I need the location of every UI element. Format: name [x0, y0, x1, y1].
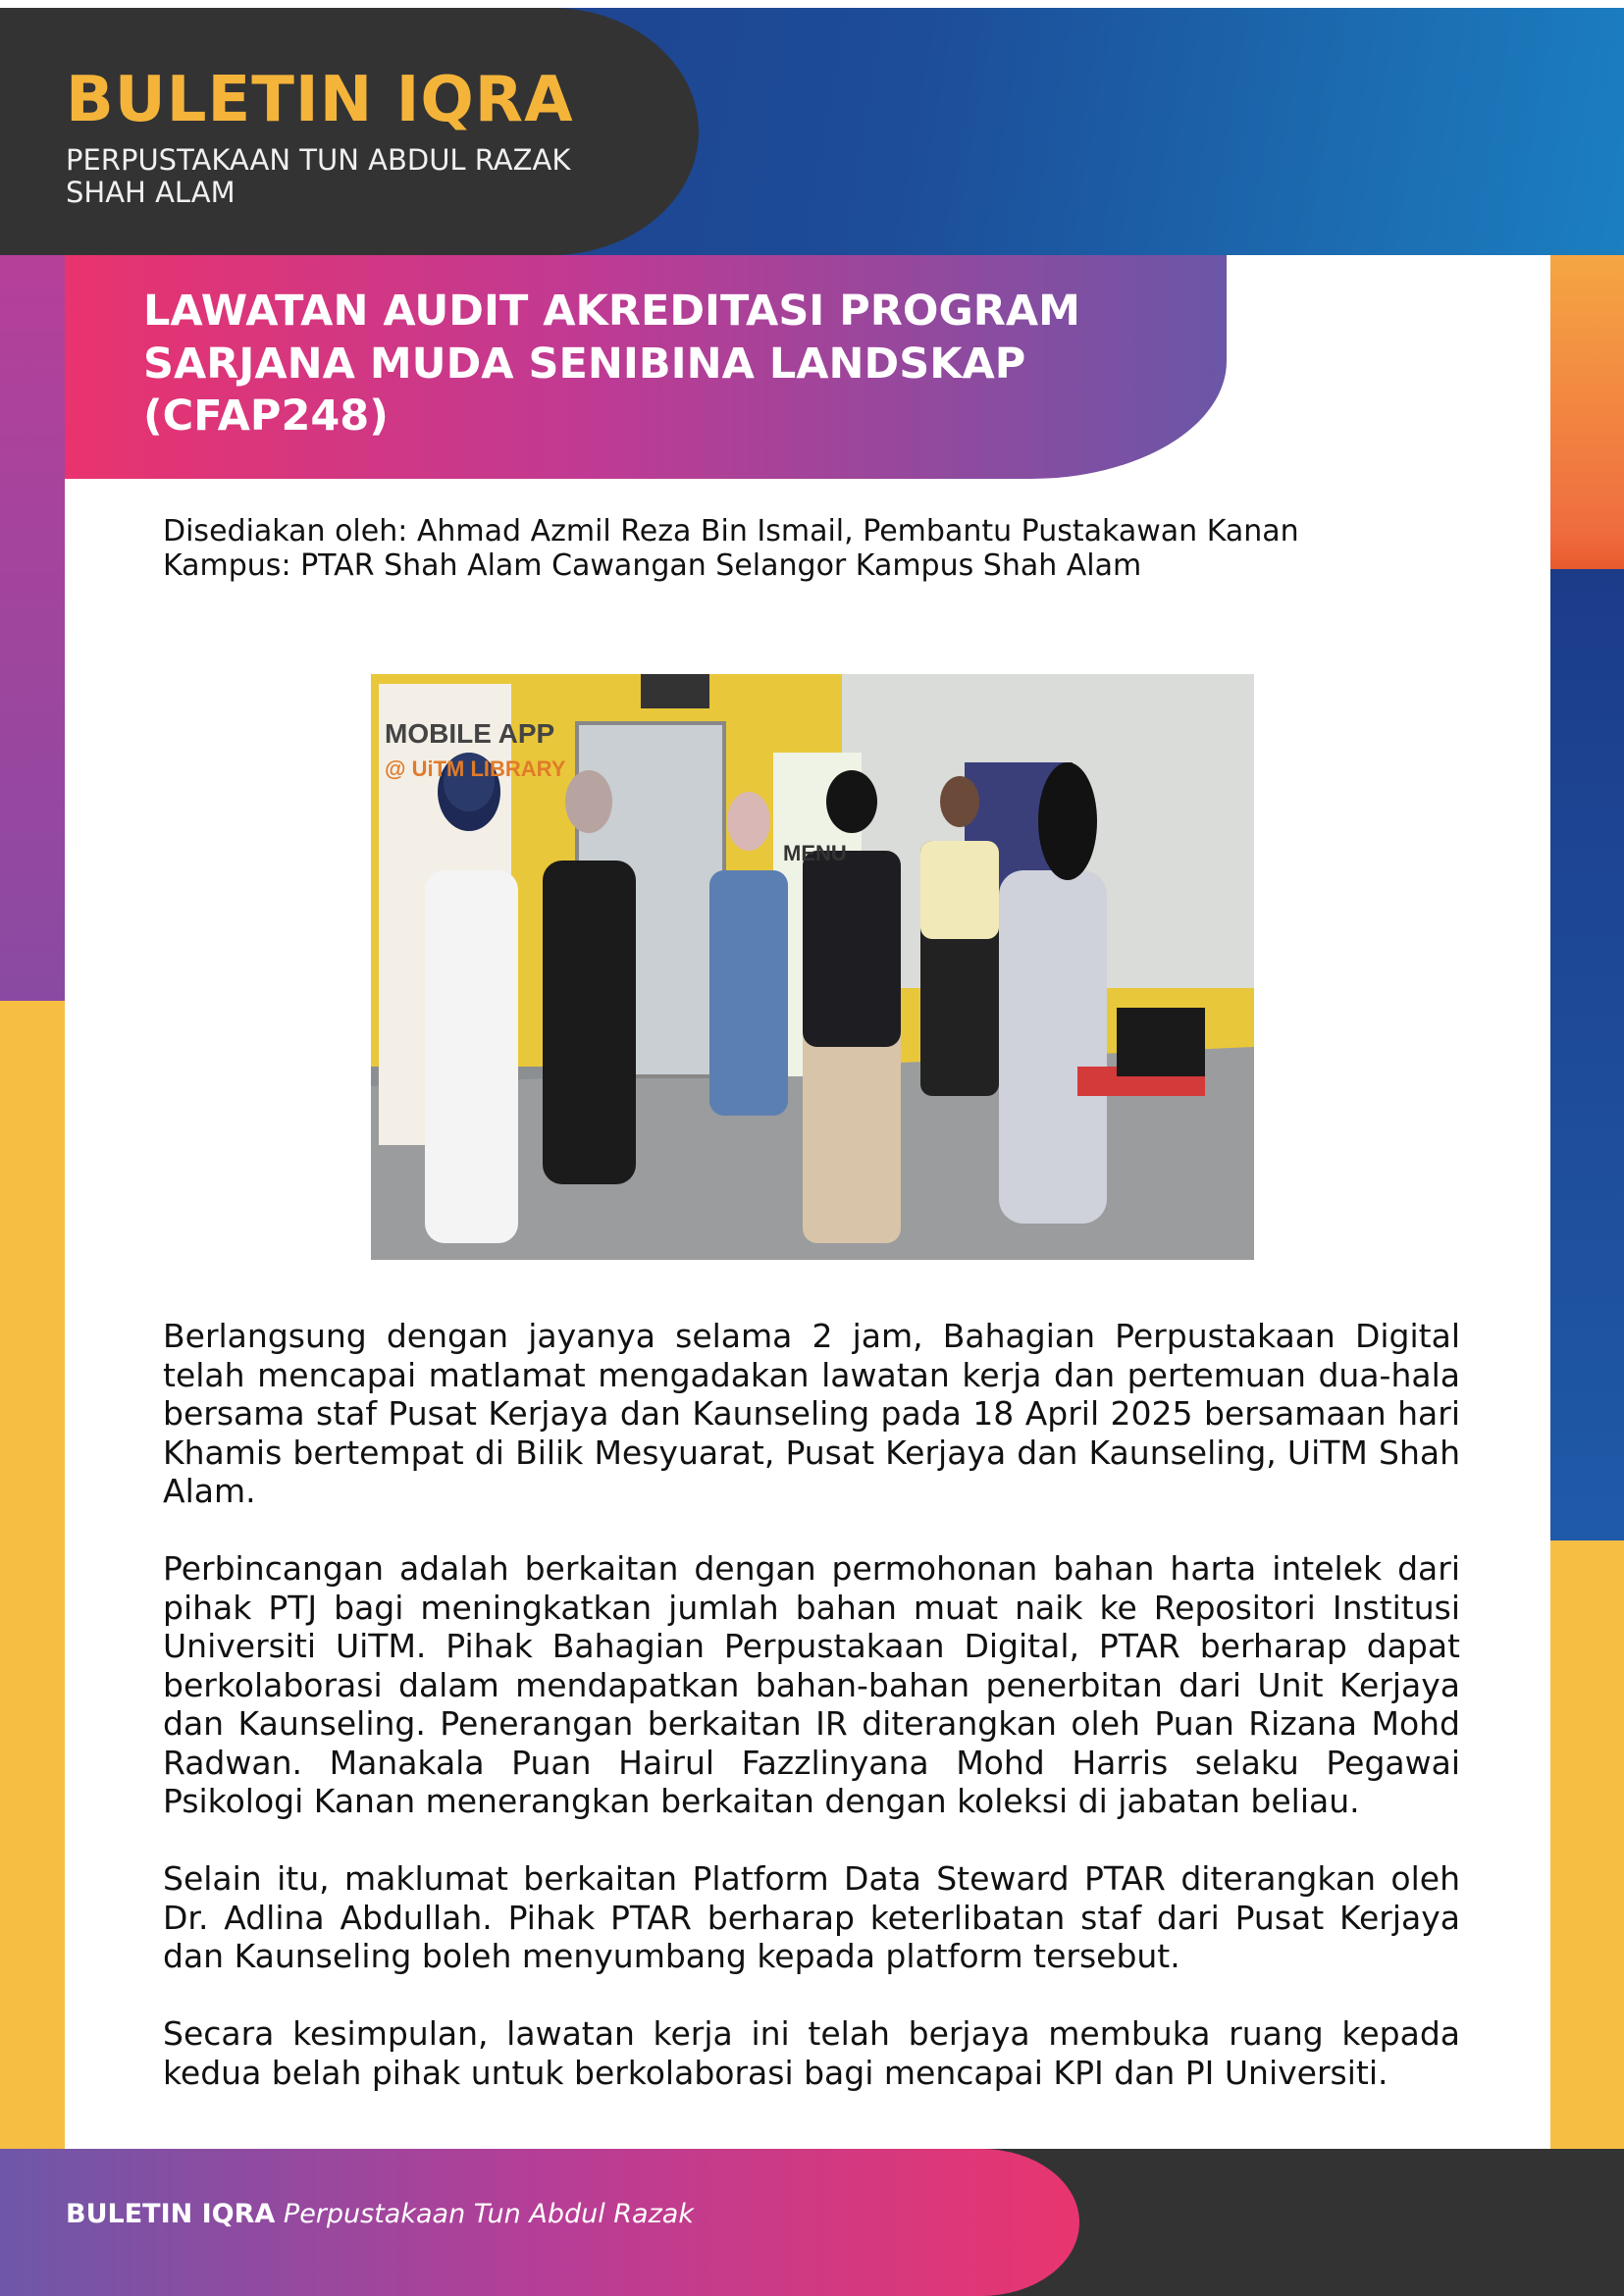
footer-library: Perpustakaan Tun Abdul Razak: [283, 2199, 694, 2229]
article-paragraph: Berlangsung dengan jayanya selama 2 jam, Bahagian Perpustakaan Digital telah mencapai matlamat mengadakan lawatan kerja dan pertemuan dua-hala bersama staf Pusat Kerjaya dan Kaunseling pada 18 April 2025 bersamaan hari Khamis bertempat di Bilik Mesyuarat, Pusat Kerjaya dan Kaunseling, UiTM Shah Alam.: [163, 1317, 1460, 1510]
article-title-line: LAWATAN AUDIT AKREDITASI PROGRAM: [143, 287, 1080, 336]
footer-text: [66, 2201, 694, 2227]
article-paragraph: Secara kesimpulan, lawatan kerja ini telah berjaya membuka ruang kepada kedua belah pihak untuk berkolaborasi bagi mencapai KPI dan PI Universiti.: [163, 2014, 1460, 2092]
article-paragraph: Perbincangan adalah berkaitan dengan permohonan bahan harta intelek dari pihak PTJ bagi meningkatkan jumlah bahan muat naik ke Repositori Institusi Universiti UiTM. Pihak Bahagian Perpustakaan Digital, PTAR berharap dapat berkolaborasi dalam mendapatkan bahan-bahan penerbitan dari Unit Kerjaya dan Kaunseling. Penerangan berkaitan IR diterangkan oleh Puan Rizana Mohd Radwan. Manakala Puan Hairul Fazzlinyana Mohd Harris selaku Pegawai Psikologi Kanan menerangkan berkaitan dengan koleksi di jabatan beliau.: [163, 1549, 1460, 1820]
event-photo: [371, 674, 1254, 1260]
right-decor-stripe-blue: [1550, 569, 1624, 1540]
right-decor-stripe-yellow: [1550, 1540, 1624, 2149]
left-decor-stripe-yellow: [0, 1001, 65, 2149]
brand-subtitle: PERPUSTAKAAN TUN ABDUL RAZAK: [66, 143, 571, 177]
brand-title: BULETIN IQRA: [66, 64, 574, 136]
photo-sign-text: @ UiTM LIBRARY: [385, 757, 566, 781]
footer-brand: BULETIN IQRA: [66, 2199, 276, 2229]
prepared-by: Disediakan oleh: Ahmad Azmil Reza Bin Ismail, Pembantu Pustakawan Kanan: [163, 514, 1299, 548]
article-title-line: SARJANA MUDA SENIBINA LANDSKAP: [143, 339, 1026, 389]
photo-sign-text: MENU: [783, 841, 847, 865]
campus: Kampus: PTAR Shah Alam Cawangan Selangor Kampus Shah Alam: [163, 548, 1142, 583]
left-decor-stripe: [0, 255, 65, 1001]
photo-sign-text: MOBILE APP: [385, 718, 555, 749]
article-paragraph: Selain itu, maklumat berkaitan Platform Data Steward PTAR diterangkan oleh Dr. Adlina Abdullah. Pihak PTAR berharap keterlibatan staf dari Pusat Kerjaya dan Kaunseling boleh menyumbang kepada platform tersebut.: [163, 1859, 1460, 1975]
article-title-line: (CFAP248): [143, 391, 389, 441]
right-decor-stripe-orange: [1550, 255, 1624, 579]
brand-subtitle-location: SHAH ALAM: [66, 176, 236, 209]
